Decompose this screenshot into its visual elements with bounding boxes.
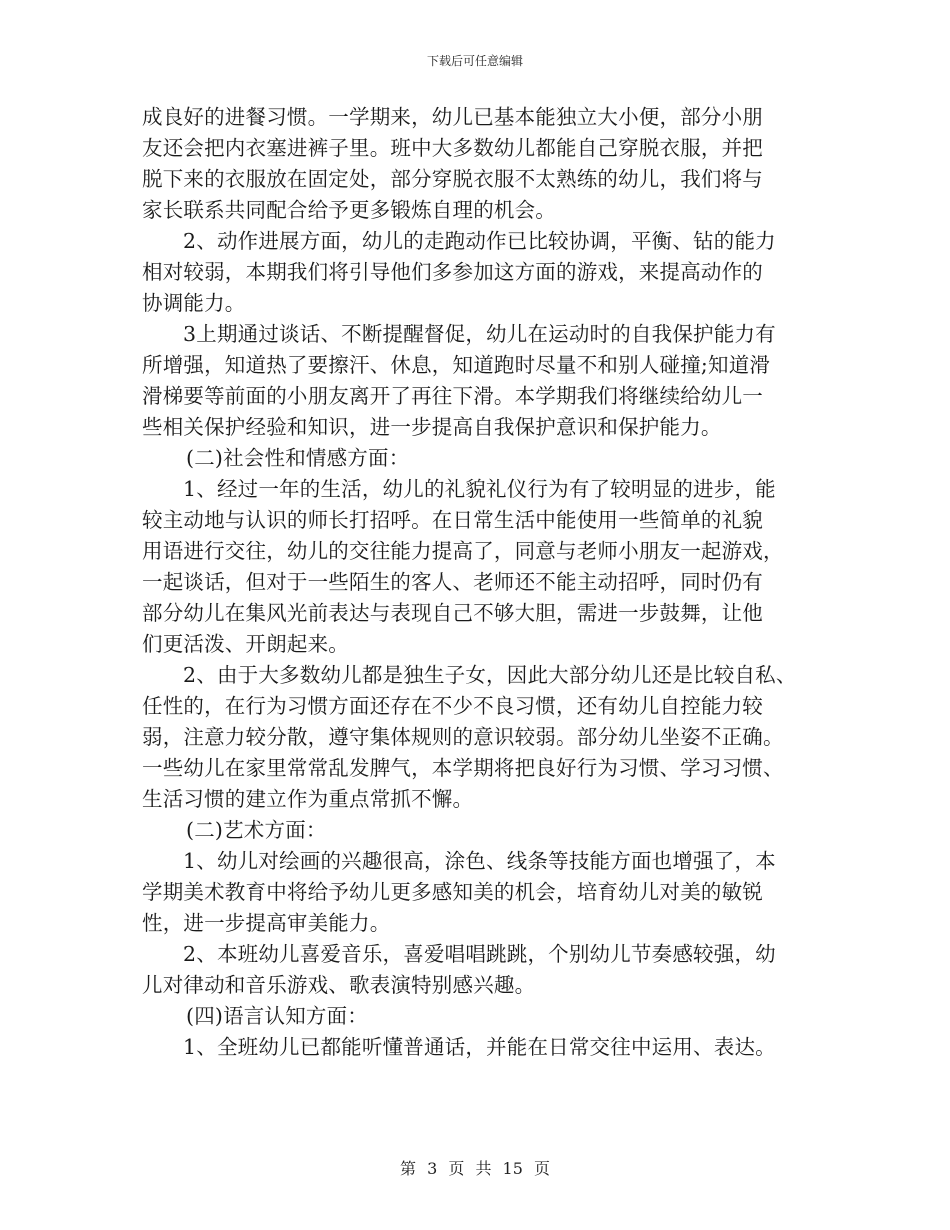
page-number-footer: 第 3 页 共 15 页 bbox=[400, 1159, 550, 1178]
paragraph-line: 儿对律动和音乐游戏、歌表演特别感兴趣。 bbox=[142, 973, 536, 997]
paragraph-line: 脱下来的衣服放在固定处，部分穿脱衣服不太熟练的幼儿，我们将与 bbox=[142, 167, 763, 191]
paragraph-line: 滑梯要等前面的小朋友离开了再往下滑。本学期我们将继续给幼儿一 bbox=[142, 384, 763, 408]
paragraph-line: 生活习惯的建立作为重点常抓不懈。 bbox=[142, 787, 474, 811]
paragraph-line: 所增强，知道热了要擦汗、休息，知道跑时尽量不和别人碰撞;知道滑 bbox=[142, 353, 771, 377]
paragraph-line: 相对较弱，本期我们将引导他们多参加这方面的游戏，来提高动作的 bbox=[142, 260, 763, 284]
paragraph-line: 弱，注意力较分散，遵守集体规则的意识较弱。部分幼儿坐姿不正确。 bbox=[142, 725, 784, 749]
paragraph-line: 1、经过一年的生活，幼儿的礼貌礼仪行为有了较明显的进步，能 bbox=[183, 477, 776, 501]
paragraph-line: 较主动地与认识的师长打招呼。在日常生活中能使用一些简单的礼貌 bbox=[142, 508, 763, 532]
paragraph-line: 部分幼儿在集风光前表达与表现自己不够大胆，需进一步鼓舞，让他 bbox=[142, 601, 763, 625]
document-body bbox=[142, 102, 810, 1063]
paragraph-line: 一些幼儿在家里常常乱发脾气，本学期将把良好行为习惯、学习习惯、 bbox=[142, 756, 784, 780]
section-heading: (四)语言认知方面： bbox=[186, 1004, 368, 1028]
paragraph-line: 用语进行交往，幼儿的交往能力提高了，同意与老师小朋友一起游戏， bbox=[142, 539, 784, 563]
paragraph-line: 一起谈话，但对于一些陌生的客人、老师还不能主动招呼，同时仍有 bbox=[142, 570, 763, 594]
paragraph-line: 1、全班幼儿已都能听懂普通话，并能在日常交往中运用、表达。 bbox=[183, 1035, 776, 1059]
paragraph-line: 2、本班幼儿喜爱音乐，喜爱唱唱跳跳，个别幼儿节奏感较强，幼 bbox=[183, 942, 776, 966]
paragraph-line: 3上期通过谈话、不断提醒督促，幼儿在运动时的自我保护能力有 bbox=[183, 322, 776, 346]
paragraph-line: 2、动作进展方面，幼儿的走跑动作已比较协调，平衡、钻的能力 bbox=[183, 229, 776, 253]
paragraph-line: 2、由于大多数幼儿都是独生子女，因此大部分幼儿还是比较自私、 bbox=[183, 663, 797, 687]
page-header: 下载后可任意编辑 bbox=[426, 54, 523, 68]
paragraph-line: 成良好的进餐习惯。一学期来，幼儿已基本能独立大小便，部分小朋 bbox=[142, 105, 763, 129]
paragraph-line: 家长联系共同配合给予更多锻炼自理的机会。 bbox=[142, 198, 556, 222]
paragraph-line: 学期美术教育中将给予幼儿更多感知美的机会，培育幼儿对美的敏锐 bbox=[142, 880, 763, 904]
section-heading: (二)社会性和情感方面： bbox=[186, 446, 410, 470]
paragraph-line: 协调能力。 bbox=[142, 291, 246, 315]
paragraph-line: 1、幼儿对绘画的兴趣很高，涂色、线条等技能方面也增强了，本 bbox=[183, 849, 776, 873]
paragraph-line: 任性的，在行为习惯方面还存在不少不良习惯，还有幼儿自控能力较 bbox=[142, 694, 763, 718]
paragraph-line: 们更活泼、开朗起来。 bbox=[142, 632, 349, 656]
paragraph-line: 友还会把内衣塞进裤子里。班中大多数幼儿都能自己穿脱衣服，并把 bbox=[142, 136, 763, 160]
paragraph-line: 性，进一步提高审美能力。 bbox=[142, 911, 391, 935]
section-heading: (二)艺术方面： bbox=[186, 818, 327, 842]
paragraph-line: 些相关保护经验和知识，进一步提高自我保护意识和保护能力。 bbox=[142, 415, 722, 439]
